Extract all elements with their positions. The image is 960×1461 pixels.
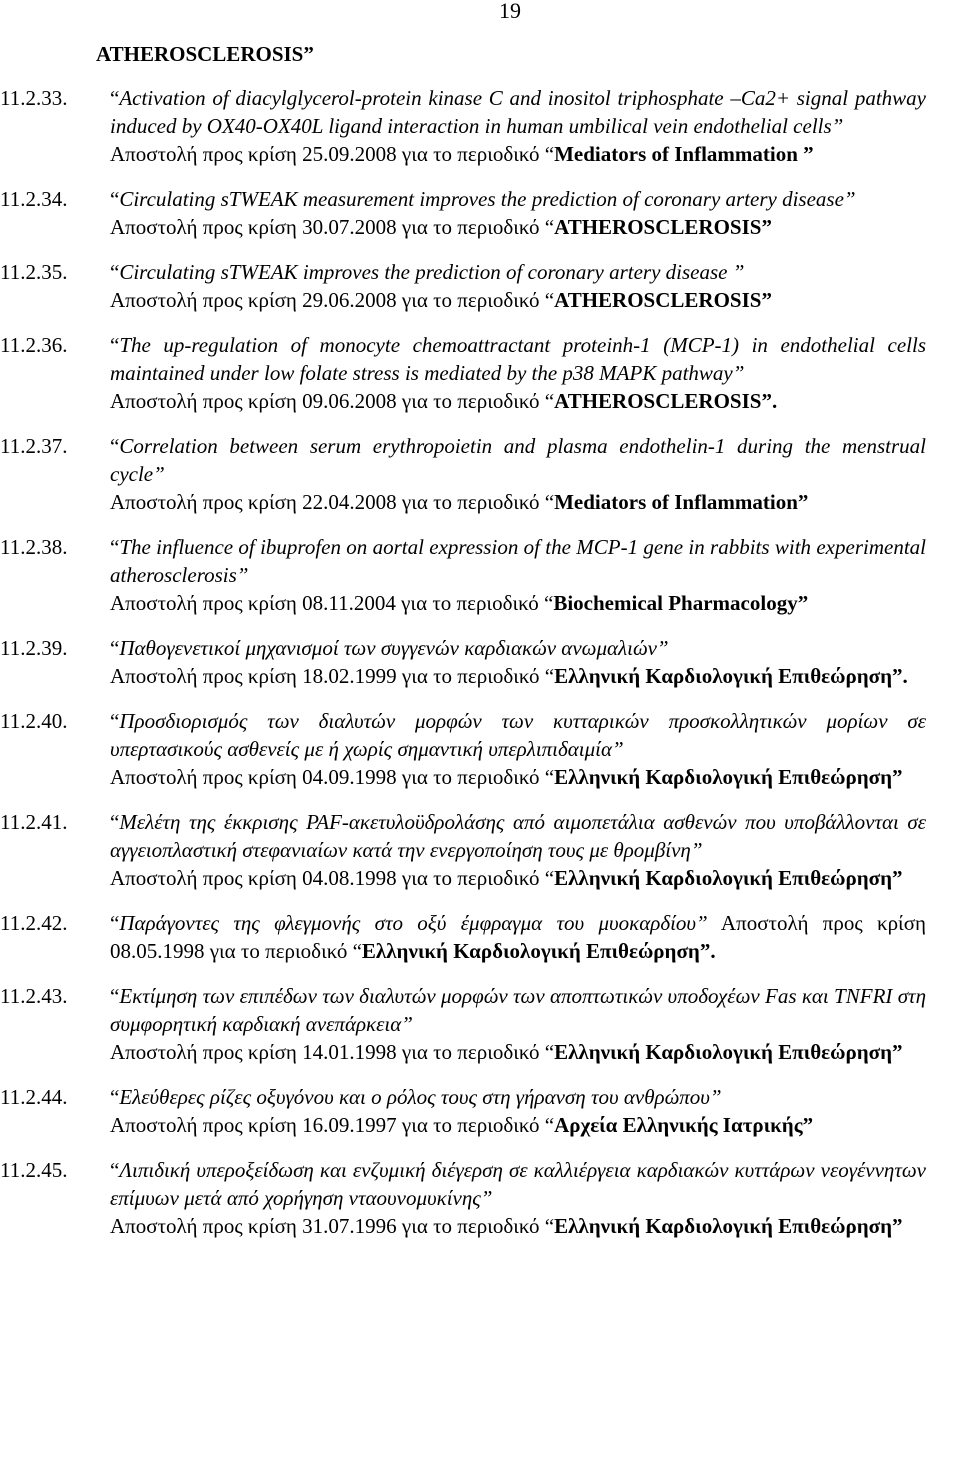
open-quote: “ [110, 260, 120, 284]
entry-number: 11.2.35. [0, 260, 68, 284]
paper-title: Εκτίμηση των επιπέδων των διαλυτών μορφών των αποπτωτικών υποδοχέων Fas και TNFRI στη συμφορητική καρδιακή ανεπάρκεια” [110, 984, 926, 1036]
submission-line [110, 763, 926, 791]
paper-title: Μελέτη της έκκρισης PAF-ακετυλοϋδρολάσης από αιμοπετάλια ασθενών που υποβάλλονται σε αγγειοπλαστική στεφανιαίων κατά την ενεργοποίηση τους με θρομβίνη” [110, 810, 926, 862]
list-item [0, 707, 960, 791]
submission-label: Αποστολή προς κρίση [720, 911, 927, 935]
submission-label: Αποστολή προς κρίση [110, 1040, 297, 1064]
entry-body [110, 982, 926, 1066]
open-quote: “ [110, 333, 120, 357]
journal-open-quote: “ [544, 765, 555, 789]
submission-label: Αποστολή προς κρίση [110, 389, 297, 413]
submission-line [110, 286, 926, 314]
list-item [0, 185, 960, 241]
paper-title: Παράγοντες της φλεγμονής στο οξύ έμφραγμα του μυοκαρδίου” [119, 911, 708, 935]
journal-name: Ελληνική Καρδιολογική Επιθεώρηση”. [361, 939, 716, 963]
page-number: 19 [499, 0, 521, 23]
for-journal-text: για το περιοδικό [401, 215, 540, 239]
submission-label: Αποστολή προς κρίση [110, 288, 297, 312]
list-item [0, 1156, 960, 1240]
open-quote: “ [110, 810, 120, 834]
journal-name: Ελληνική Καρδιολογική Επιθεώρηση”. [554, 664, 908, 688]
entry-number: 11.2.37. [0, 434, 68, 458]
journal-open-quote: “ [544, 288, 555, 312]
list-item [0, 1083, 960, 1139]
submission-date: 29.06.2008 [302, 288, 397, 312]
entry-number: 11.2.36. [0, 333, 68, 357]
paper-title-wrap [110, 86, 926, 138]
entry-body [110, 258, 926, 314]
for-journal-text: για το περιοδικό [401, 389, 540, 413]
open-quote: “ [110, 1085, 120, 1109]
entry-body [110, 808, 926, 892]
open-quote: “ [110, 434, 120, 458]
submission-date: 04.09.1998 [302, 765, 397, 789]
paper-title-wrap [110, 984, 926, 1036]
open-quote: “ [110, 535, 120, 559]
submission-line [110, 387, 926, 415]
paper-title: Circulating sTWEAK improves the prediction of coronary artery disease ” [119, 260, 745, 284]
for-journal-text: για το περιοδικό [401, 591, 539, 615]
submission-date: 25.09.2008 [302, 142, 397, 166]
paper-title-wrap [110, 636, 669, 660]
journal-name: Ελληνική Καρδιολογική Επιθεώρηση” [554, 1040, 903, 1064]
submission-label: Αποστολή προς κρίση [110, 765, 297, 789]
open-quote: “ [110, 636, 120, 660]
journal-open-quote: “ [544, 215, 555, 239]
entry-number: 11.2.39. [0, 636, 68, 660]
submission-line [110, 662, 926, 690]
paper-title: The up-regulation of monocyte chemoattractant proteinh-1 (MCP-1) in endothelial cells maintained under low folate stress is mediated by the p38 MAPK pathway” [110, 333, 926, 385]
for-journal-text: για το περιοδικό [401, 288, 540, 312]
list-item [0, 909, 960, 965]
journal-name: ATHEROSCLEROSIS”. [554, 389, 778, 413]
journal-open-quote: “ [544, 142, 555, 166]
for-journal-text: για το περιοδικό [401, 1214, 540, 1238]
for-journal-text: για το περιοδικό [209, 939, 348, 963]
journal-open-quote: “ [544, 1214, 555, 1238]
open-quote: “ [110, 709, 120, 733]
for-journal-text: για το περιοδικό [401, 490, 540, 514]
paper-title: Ελεύθερες ρίζες οξυγόνου και ο ρόλος τους στη γήρανση του ανθρώπου” [119, 1085, 722, 1109]
entry-body [110, 432, 926, 516]
journal-name: Ελληνική Καρδιολογική Επιθεώρηση” [554, 866, 903, 890]
entry-number: 11.2.38. [0, 535, 68, 559]
publication-list [0, 84, 960, 1240]
list-item [0, 808, 960, 892]
paper-title-wrap [110, 911, 708, 935]
entry-body [110, 1156, 926, 1240]
list-item [0, 84, 960, 168]
paper-title-wrap [110, 434, 926, 486]
paper-title-wrap [110, 333, 926, 385]
submission-line [110, 864, 926, 892]
journal-name: Αρχεία Ελληνικής Ιατρικής” [554, 1113, 814, 1137]
paper-title: The influence of ibuprofen on aortal expression of the MCP-1 gene in rabbits with experimental atherosclerosis” [110, 535, 926, 587]
journal-name: Ελληνική Καρδιολογική Επιθεώρηση” [554, 765, 903, 789]
journal-open-quote: “ [544, 866, 555, 890]
open-quote: “ [110, 984, 120, 1008]
list-item [0, 432, 960, 516]
submission-date: 18.02.1999 [302, 664, 397, 688]
submission-date: 09.06.2008 [302, 389, 397, 413]
open-quote: “ [110, 1158, 120, 1182]
journal-open-quote: “ [544, 591, 554, 615]
for-journal-text: για το περιοδικό [401, 765, 540, 789]
submission-label: Αποστολή προς κρίση [110, 866, 297, 890]
paper-title-wrap [110, 810, 926, 862]
for-journal-text: για το περιοδικό [401, 142, 540, 166]
paper-title-wrap [110, 709, 926, 761]
journal-open-quote: “ [352, 939, 362, 963]
paper-title-wrap [110, 260, 744, 284]
list-item [0, 331, 960, 415]
submission-date: 31.07.1996 [302, 1214, 397, 1238]
list-item [0, 258, 960, 314]
submission-date: 16.09.1997 [302, 1113, 397, 1137]
journal-open-quote: “ [544, 1040, 555, 1064]
entry-body [110, 909, 926, 965]
submission-line [110, 213, 926, 241]
list-item [0, 634, 960, 690]
entry-number: 11.2.33. [0, 86, 68, 110]
for-journal-text: για το περιοδικό [401, 866, 540, 890]
paper-title-wrap [110, 535, 926, 587]
journal-name: Biochemical Pharmacology” [553, 591, 809, 615]
journal-name: Mediators of Inflammation” [554, 490, 809, 514]
submission-label: Αποστολή προς κρίση [110, 142, 297, 166]
entry-body [110, 331, 926, 415]
list-item [0, 533, 960, 617]
journal-name: Ελληνική Καρδιολογική Επιθεώρηση” [554, 1214, 903, 1238]
submission-date: 14.01.1998 [302, 1040, 397, 1064]
journal-open-quote: “ [544, 1113, 555, 1137]
entry-body [110, 185, 926, 241]
submission-date: 04.08.1998 [302, 866, 397, 890]
for-journal-text: για το περιοδικό [401, 1040, 540, 1064]
open-quote: “ [110, 86, 120, 110]
submission-line [110, 1212, 926, 1240]
paper-title: Παθογενετικοί μηχανισμοί των συγγενών καρδιακών ανωμαλιών” [119, 636, 669, 660]
paper-title: Activation of diacylglycerol-protein kinase C and inositol triphosphate –Ca2+ signal pathway induced by OX40-OX40L ligand interaction in human umbilical vein endothelial cells” [110, 86, 926, 138]
for-journal-text: για το περιοδικό [401, 664, 540, 688]
open-quote: “ [110, 911, 120, 935]
entry-number: 11.2.45. [0, 1158, 68, 1182]
submission-label: Αποστολή προς κρίση [110, 1214, 297, 1238]
submission-date: 08.05.1998 [110, 939, 205, 963]
entry-number: 11.2.40. [0, 709, 68, 733]
submission-line [110, 488, 926, 516]
continued-journal-name: ATHEROSCLEROSIS” [96, 42, 314, 66]
submission-line [110, 140, 926, 168]
entry-number: 11.2.44. [0, 1085, 68, 1109]
submission-date: 22.04.2008 [302, 490, 397, 514]
submission-line [110, 1111, 926, 1139]
entry-body [110, 1083, 926, 1139]
entry-number: 11.2.43. [0, 984, 68, 1008]
journal-name: ATHEROSCLEROSIS” [554, 288, 772, 312]
submission-label: Αποστολή προς κρίση [110, 490, 297, 514]
paper-title-wrap [110, 1158, 926, 1210]
journal-open-quote: “ [544, 490, 555, 514]
entry-number: 11.2.42. [0, 911, 68, 935]
paper-title: Προσδιορισμός των διαλυτών μορφών των κυτταρικών προσκολλητικών μορίων σε υπερτασικούς ασθενείς με ή χωρίς σημαντική υπερλιπιδαιμία” [110, 709, 926, 761]
journal-open-quote: “ [544, 389, 555, 413]
submission-label: Αποστολή προς κρίση [110, 591, 297, 615]
submission-line [110, 1038, 926, 1066]
submission-label: Αποστολή προς κρίση [110, 215, 297, 239]
submission-label: Αποστολή προς κρίση [110, 664, 297, 688]
submission-date: 30.07.2008 [302, 215, 397, 239]
entry-body [110, 533, 926, 617]
entry-body [110, 707, 926, 791]
entry-body [110, 634, 926, 690]
list-item [0, 982, 960, 1066]
journal-open-quote: “ [544, 664, 555, 688]
journal-name: Mediators of Inflammation ” [554, 142, 814, 166]
paper-title: Correlation between serum erythropoietin and plasma endothelin-1 during the menstrual cycle” [110, 434, 926, 486]
open-quote: “ [110, 187, 120, 211]
paper-title: Λιπιδική υπεροξείδωση και ενζυμική διέγερση σε καλλιέργεια καρδιακών κυττάρων νεογέννητων επίμυων μετά από χορήγηση νταουνομυκίνης” [110, 1158, 926, 1210]
paper-title-wrap [110, 1085, 722, 1109]
submission-date: 08.11.2004 [302, 591, 396, 615]
paper-title: Circulating sTWEAK measurement improves the prediction of coronary artery disease” [119, 187, 856, 211]
paper-title-wrap [110, 187, 856, 211]
journal-name: ATHEROSCLEROSIS” [554, 215, 772, 239]
submission-label: Αποστολή προς κρίση [110, 1113, 297, 1137]
entry-body [110, 84, 926, 168]
submission-line [110, 589, 926, 617]
entry-number: 11.2.41. [0, 810, 68, 834]
for-journal-text: για το περιοδικό [401, 1113, 540, 1137]
entry-number: 11.2.34. [0, 187, 68, 211]
